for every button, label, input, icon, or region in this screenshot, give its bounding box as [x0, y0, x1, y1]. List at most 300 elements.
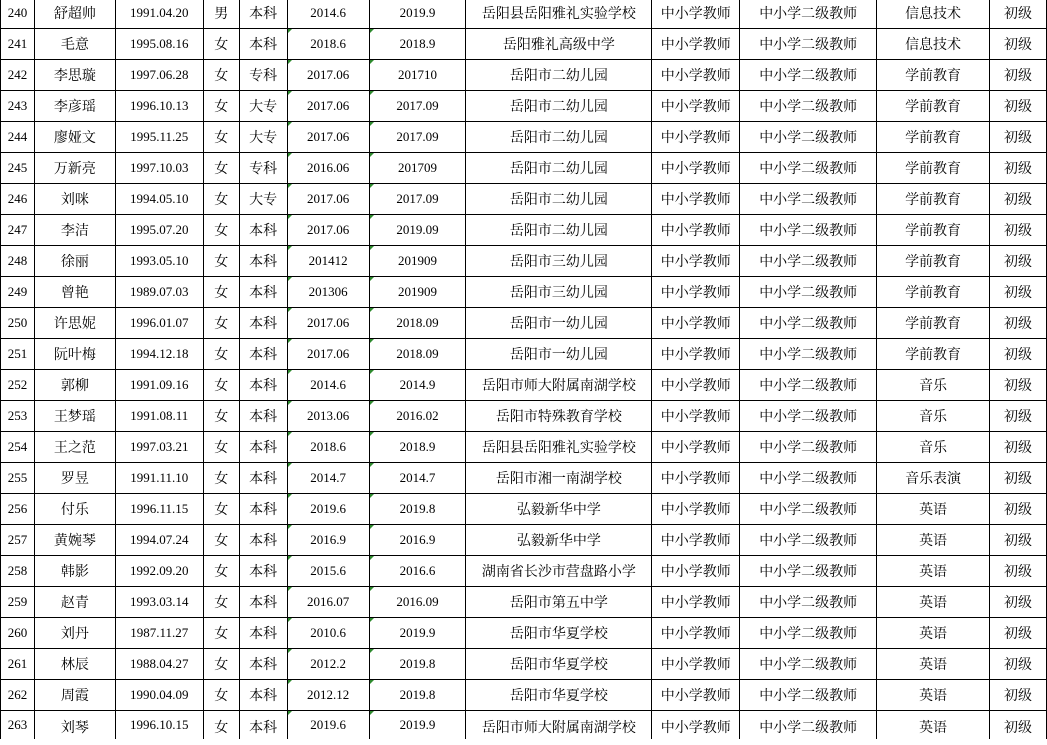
- title-rank-cell[interactable]: 中小学二级教师: [740, 370, 877, 401]
- birth-date-cell[interactable]: 1997.03.21: [115, 432, 203, 463]
- gender-cell[interactable]: 女: [203, 463, 239, 494]
- birth-date-cell[interactable]: 1996.01.07: [115, 308, 203, 339]
- education-cell[interactable]: 本科: [239, 29, 287, 60]
- subject-cell[interactable]: 学前教育: [877, 277, 990, 308]
- name-cell[interactable]: 郭柳: [34, 370, 115, 401]
- level-cell[interactable]: 初级: [989, 370, 1046, 401]
- graduation-date-cell[interactable]: 2014.6: [287, 0, 369, 29]
- title-rank-cell[interactable]: 中小学二级教师: [740, 246, 877, 277]
- workplace-cell[interactable]: 岳阳市二幼儿园: [466, 153, 652, 184]
- work-start-date-cell[interactable]: 2016.6: [369, 556, 466, 587]
- name-cell[interactable]: 罗昱: [34, 463, 115, 494]
- title-rank-cell[interactable]: 中小学二级教师: [740, 122, 877, 153]
- name-cell[interactable]: 李思璇: [34, 60, 115, 91]
- row-number-cell[interactable]: 260: [1, 618, 35, 649]
- education-cell[interactable]: 本科: [239, 277, 287, 308]
- workplace-cell[interactable]: 岳阳市二幼儿园: [466, 91, 652, 122]
- row-number-cell[interactable]: 241: [1, 29, 35, 60]
- subject-cell[interactable]: 英语: [877, 525, 990, 556]
- gender-cell[interactable]: 女: [203, 60, 239, 91]
- subject-cell[interactable]: 学前教育: [877, 215, 990, 246]
- gender-cell[interactable]: 女: [203, 370, 239, 401]
- level-cell[interactable]: 初级: [989, 711, 1046, 740]
- graduation-date-cell[interactable]: 2017.06: [287, 60, 369, 91]
- row-number-cell[interactable]: 243: [1, 91, 35, 122]
- row-number-cell[interactable]: 242: [1, 60, 35, 91]
- work-start-date-cell[interactable]: 2016.9: [369, 525, 466, 556]
- level-cell[interactable]: 初级: [989, 432, 1046, 463]
- name-cell[interactable]: 舒超帅: [34, 0, 115, 29]
- workplace-cell[interactable]: 岳阳市师大附属南湖学校: [466, 370, 652, 401]
- gender-cell[interactable]: 女: [203, 91, 239, 122]
- row-number-cell[interactable]: 251: [1, 339, 35, 370]
- gender-cell[interactable]: 女: [203, 246, 239, 277]
- workplace-cell[interactable]: 湖南省长沙市营盘路小学: [466, 556, 652, 587]
- subject-cell[interactable]: 音乐: [877, 370, 990, 401]
- title-rank-cell[interactable]: 中小学二级教师: [740, 680, 877, 711]
- title-rank-cell[interactable]: 中小学二级教师: [740, 525, 877, 556]
- table-row: [1, 711, 1047, 740]
- work-start-date-cell[interactable]: 201710: [369, 60, 466, 91]
- row-number-cell[interactable]: 249: [1, 277, 35, 308]
- gender-cell[interactable]: 女: [203, 215, 239, 246]
- job-category-cell[interactable]: 中小学教师: [652, 277, 740, 308]
- level-cell[interactable]: 初级: [989, 339, 1046, 370]
- level-cell[interactable]: 初级: [989, 215, 1046, 246]
- job-category-cell[interactable]: 中小学教师: [652, 339, 740, 370]
- birth-date-cell[interactable]: 1992.09.20: [115, 556, 203, 587]
- education-cell[interactable]: 本科: [239, 556, 287, 587]
- name-cell[interactable]: 廖娅文: [34, 122, 115, 153]
- graduation-date-cell[interactable]: 2017.06: [287, 91, 369, 122]
- job-category-cell[interactable]: 中小学教师: [652, 91, 740, 122]
- name-cell[interactable]: 林辰: [34, 649, 115, 680]
- level-cell[interactable]: 初级: [989, 463, 1046, 494]
- gender-cell[interactable]: 女: [203, 649, 239, 680]
- job-category-cell[interactable]: 中小学教师: [652, 494, 740, 525]
- job-category-cell[interactable]: 中小学教师: [652, 308, 740, 339]
- education-cell[interactable]: 本科: [239, 618, 287, 649]
- subject-cell[interactable]: 英语: [877, 711, 990, 740]
- graduation-date-cell[interactable]: 2016.06: [287, 153, 369, 184]
- birth-date-cell[interactable]: 1993.03.14: [115, 587, 203, 618]
- level-cell[interactable]: 初级: [989, 91, 1046, 122]
- table-row: [1, 153, 1047, 184]
- table-row: [1, 618, 1047, 649]
- birth-date-cell[interactable]: 1994.05.10: [115, 184, 203, 215]
- education-cell[interactable]: 本科: [239, 308, 287, 339]
- work-start-date-cell[interactable]: 2019.8: [369, 494, 466, 525]
- birth-date-cell[interactable]: 1989.07.03: [115, 277, 203, 308]
- gender-cell[interactable]: 女: [203, 711, 239, 740]
- education-cell[interactable]: 大专: [239, 91, 287, 122]
- gender-cell[interactable]: 女: [203, 308, 239, 339]
- birth-date-cell[interactable]: 1991.11.10: [115, 463, 203, 494]
- subject-cell[interactable]: 信息技术: [877, 29, 990, 60]
- birth-date-cell[interactable]: 1995.07.20: [115, 215, 203, 246]
- row-number-cell[interactable]: 255: [1, 463, 35, 494]
- subject-cell[interactable]: 学前教育: [877, 91, 990, 122]
- level-cell[interactable]: 初级: [989, 246, 1046, 277]
- table-row: [1, 556, 1047, 587]
- table-row: [1, 463, 1047, 494]
- graduation-date-cell[interactable]: 2016.07: [287, 587, 369, 618]
- subject-cell[interactable]: 信息技术: [877, 0, 990, 29]
- title-rank-cell[interactable]: 中小学二级教师: [740, 711, 877, 740]
- education-cell[interactable]: 本科: [239, 463, 287, 494]
- birth-date-cell[interactable]: 1987.11.27: [115, 618, 203, 649]
- gender-cell[interactable]: 女: [203, 494, 239, 525]
- gender-cell[interactable]: 女: [203, 432, 239, 463]
- education-cell[interactable]: 专科: [239, 153, 287, 184]
- gender-cell[interactable]: 女: [203, 184, 239, 215]
- gender-cell[interactable]: 女: [203, 153, 239, 184]
- graduation-date-cell[interactable]: 2018.6: [287, 432, 369, 463]
- name-cell[interactable]: 韩影: [34, 556, 115, 587]
- birth-date-cell[interactable]: 1996.10.15: [115, 711, 203, 740]
- gender-cell[interactable]: 女: [203, 401, 239, 432]
- subject-cell[interactable]: 学前教育: [877, 60, 990, 91]
- row-number-cell[interactable]: 248: [1, 246, 35, 277]
- name-cell[interactable]: 刘咪: [34, 184, 115, 215]
- workplace-cell[interactable]: 岳阳县岳阳雅礼实验学校: [466, 432, 652, 463]
- education-cell[interactable]: 本科: [239, 215, 287, 246]
- gender-cell[interactable]: 女: [203, 29, 239, 60]
- graduation-date-cell[interactable]: 2012.2: [287, 649, 369, 680]
- education-cell[interactable]: 本科: [239, 525, 287, 556]
- workplace-cell[interactable]: 岳阳雅礼高级中学: [466, 29, 652, 60]
- level-cell[interactable]: 初级: [989, 401, 1046, 432]
- graduation-date-cell[interactable]: 2016.9: [287, 525, 369, 556]
- education-cell[interactable]: 本科: [239, 401, 287, 432]
- graduation-date-cell[interactable]: 2015.6: [287, 556, 369, 587]
- name-cell[interactable]: 黄婉琴: [34, 525, 115, 556]
- level-cell[interactable]: 初级: [989, 494, 1046, 525]
- table-row: [1, 370, 1047, 401]
- job-category-cell[interactable]: 中小学教师: [652, 649, 740, 680]
- workplace-cell[interactable]: 岳阳市二幼儿园: [466, 215, 652, 246]
- gender-cell[interactable]: 女: [203, 680, 239, 711]
- level-cell[interactable]: 初级: [989, 0, 1046, 29]
- subject-cell[interactable]: 音乐: [877, 401, 990, 432]
- workplace-cell[interactable]: 弘毅新华中学: [466, 525, 652, 556]
- table-body: [1, 0, 1047, 739]
- education-cell[interactable]: 本科: [239, 432, 287, 463]
- name-cell[interactable]: 赵青: [34, 587, 115, 618]
- graduation-date-cell[interactable]: 2014.6: [287, 370, 369, 401]
- birth-date-cell[interactable]: 1988.04.27: [115, 649, 203, 680]
- subject-cell[interactable]: 英语: [877, 680, 990, 711]
- workplace-cell[interactable]: 岳阳市华夏学校: [466, 618, 652, 649]
- workplace-cell[interactable]: 岳阳市三幼儿园: [466, 277, 652, 308]
- row-number-cell[interactable]: 263: [1, 711, 35, 740]
- name-cell[interactable]: 许思妮: [34, 308, 115, 339]
- gender-cell[interactable]: 女: [203, 618, 239, 649]
- graduation-date-cell[interactable]: 201412: [287, 246, 369, 277]
- education-cell[interactable]: 专科: [239, 60, 287, 91]
- work-start-date-cell[interactable]: 201909: [369, 277, 466, 308]
- work-start-date-cell[interactable]: 2019.9: [369, 0, 466, 29]
- graduation-date-cell[interactable]: 2017.06: [287, 339, 369, 370]
- graduation-date-cell[interactable]: 2018.6: [287, 29, 369, 60]
- job-category-cell[interactable]: 中小学教师: [652, 525, 740, 556]
- title-rank-cell[interactable]: 中小学二级教师: [740, 556, 877, 587]
- row-number-cell[interactable]: 252: [1, 370, 35, 401]
- job-category-cell[interactable]: 中小学教师: [652, 556, 740, 587]
- workplace-cell[interactable]: 岳阳市一幼儿园: [466, 339, 652, 370]
- level-cell[interactable]: 初级: [989, 618, 1046, 649]
- work-start-date-cell[interactable]: 2017.09: [369, 184, 466, 215]
- graduation-date-cell[interactable]: 2012.12: [287, 680, 369, 711]
- title-rank-cell[interactable]: 中小学二级教师: [740, 618, 877, 649]
- birth-date-cell[interactable]: 1991.09.16: [115, 370, 203, 401]
- birth-date-cell[interactable]: 1996.11.15: [115, 494, 203, 525]
- gender-cell[interactable]: 女: [203, 122, 239, 153]
- job-category-cell[interactable]: 中小学教师: [652, 215, 740, 246]
- graduation-date-cell[interactable]: 2017.06: [287, 184, 369, 215]
- education-cell[interactable]: 本科: [239, 339, 287, 370]
- title-rank-cell[interactable]: 中小学二级教师: [740, 339, 877, 370]
- birth-date-cell[interactable]: 1997.06.28: [115, 60, 203, 91]
- birth-date-cell[interactable]: 1995.08.16: [115, 29, 203, 60]
- work-start-date-cell[interactable]: 2019.8: [369, 649, 466, 680]
- level-cell[interactable]: 初级: [989, 277, 1046, 308]
- title-rank-cell[interactable]: 中小学二级教师: [740, 29, 877, 60]
- name-cell[interactable]: 付乐: [34, 494, 115, 525]
- birth-date-cell[interactable]: 1996.10.13: [115, 91, 203, 122]
- name-cell[interactable]: 阮叶梅: [34, 339, 115, 370]
- table-row: [1, 339, 1047, 370]
- graduation-date-cell[interactable]: 2019.6: [287, 711, 369, 740]
- title-rank-cell[interactable]: 中小学二级教师: [740, 463, 877, 494]
- job-category-cell[interactable]: 中小学教师: [652, 370, 740, 401]
- birth-date-cell[interactable]: 1991.08.11: [115, 401, 203, 432]
- job-category-cell[interactable]: 中小学教师: [652, 29, 740, 60]
- birth-date-cell[interactable]: 1994.07.24: [115, 525, 203, 556]
- work-start-date-cell[interactable]: 2018.09: [369, 339, 466, 370]
- workplace-cell[interactable]: 岳阳县岳阳雅礼实验学校: [466, 0, 652, 29]
- job-category-cell[interactable]: 中小学教师: [652, 711, 740, 740]
- education-cell[interactable]: 本科: [239, 680, 287, 711]
- subject-cell[interactable]: 学前教育: [877, 308, 990, 339]
- job-category-cell[interactable]: 中小学教师: [652, 0, 740, 29]
- row-number-cell[interactable]: 247: [1, 215, 35, 246]
- title-rank-cell[interactable]: 中小学二级教师: [740, 60, 877, 91]
- level-cell[interactable]: 初级: [989, 122, 1046, 153]
- work-start-date-cell[interactable]: 201709: [369, 153, 466, 184]
- work-start-date-cell[interactable]: 2016.09: [369, 587, 466, 618]
- education-cell[interactable]: 本科: [239, 711, 287, 740]
- workplace-cell[interactable]: 弘毅新华中学: [466, 494, 652, 525]
- title-rank-cell[interactable]: 中小学二级教师: [740, 91, 877, 122]
- row-number-cell[interactable]: 262: [1, 680, 35, 711]
- graduation-date-cell[interactable]: 2017.06: [287, 215, 369, 246]
- subject-cell[interactable]: 学前教育: [877, 153, 990, 184]
- row-number-cell[interactable]: 256: [1, 494, 35, 525]
- gender-cell[interactable]: 男: [203, 0, 239, 29]
- row-number-cell[interactable]: 246: [1, 184, 35, 215]
- workplace-cell[interactable]: 岳阳市特殊教育学校: [466, 401, 652, 432]
- title-rank-cell[interactable]: 中小学二级教师: [740, 432, 877, 463]
- subject-cell[interactable]: 音乐表演: [877, 463, 990, 494]
- gender-cell[interactable]: 女: [203, 556, 239, 587]
- subject-cell[interactable]: 学前教育: [877, 339, 990, 370]
- row-number-cell[interactable]: 240: [1, 0, 35, 29]
- job-category-cell[interactable]: 中小学教师: [652, 432, 740, 463]
- work-start-date-cell[interactable]: 2018.9: [369, 432, 466, 463]
- work-start-date-cell[interactable]: 2017.09: [369, 91, 466, 122]
- title-rank-cell[interactable]: 中小学二级教师: [740, 649, 877, 680]
- level-cell[interactable]: 初级: [989, 525, 1046, 556]
- job-category-cell[interactable]: 中小学教师: [652, 587, 740, 618]
- job-category-cell[interactable]: 中小学教师: [652, 401, 740, 432]
- job-category-cell[interactable]: 中小学教师: [652, 184, 740, 215]
- education-cell[interactable]: 大专: [239, 122, 287, 153]
- birth-date-cell[interactable]: 1991.04.20: [115, 0, 203, 29]
- workplace-cell[interactable]: 岳阳市三幼儿园: [466, 246, 652, 277]
- birth-date-cell[interactable]: 1994.12.18: [115, 339, 203, 370]
- row-number-cell[interactable]: 250: [1, 308, 35, 339]
- graduation-date-cell[interactable]: 2014.7: [287, 463, 369, 494]
- title-rank-cell[interactable]: 中小学二级教师: [740, 587, 877, 618]
- title-rank-cell[interactable]: 中小学二级教师: [740, 0, 877, 29]
- title-rank-cell[interactable]: 中小学二级教师: [740, 308, 877, 339]
- education-cell[interactable]: 大专: [239, 184, 287, 215]
- work-start-date-cell[interactable]: 2016.02: [369, 401, 466, 432]
- birth-date-cell[interactable]: 1997.10.03: [115, 153, 203, 184]
- name-cell[interactable]: 曾艳: [34, 277, 115, 308]
- row-number-cell[interactable]: 259: [1, 587, 35, 618]
- row-number-cell[interactable]: 253: [1, 401, 35, 432]
- job-category-cell[interactable]: 中小学教师: [652, 246, 740, 277]
- level-cell[interactable]: 初级: [989, 680, 1046, 711]
- work-start-date-cell[interactable]: 2019.8: [369, 680, 466, 711]
- job-category-cell[interactable]: 中小学教师: [652, 122, 740, 153]
- job-category-cell[interactable]: 中小学教师: [652, 463, 740, 494]
- level-cell[interactable]: 初级: [989, 649, 1046, 680]
- subject-cell[interactable]: 音乐: [877, 432, 990, 463]
- level-cell[interactable]: 初级: [989, 60, 1046, 91]
- workplace-cell[interactable]: 岳阳市第五中学: [466, 587, 652, 618]
- row-number-cell[interactable]: 261: [1, 649, 35, 680]
- title-rank-cell[interactable]: 中小学二级教师: [740, 494, 877, 525]
- graduation-date-cell[interactable]: 201306: [287, 277, 369, 308]
- level-cell[interactable]: 初级: [989, 29, 1046, 60]
- row-number-cell[interactable]: 257: [1, 525, 35, 556]
- name-cell[interactable]: 李彦瑶: [34, 91, 115, 122]
- title-rank-cell[interactable]: 中小学二级教师: [740, 153, 877, 184]
- job-category-cell[interactable]: 中小学教师: [652, 618, 740, 649]
- education-cell[interactable]: 本科: [239, 649, 287, 680]
- education-cell[interactable]: 本科: [239, 0, 287, 29]
- row-number-cell[interactable]: 258: [1, 556, 35, 587]
- level-cell[interactable]: 初级: [989, 556, 1046, 587]
- level-cell[interactable]: 初级: [989, 153, 1046, 184]
- education-cell[interactable]: 本科: [239, 587, 287, 618]
- name-cell[interactable]: 万新亮: [34, 153, 115, 184]
- job-category-cell[interactable]: 中小学教师: [652, 153, 740, 184]
- name-cell[interactable]: 刘琴: [34, 711, 115, 740]
- subject-cell[interactable]: 学前教育: [877, 122, 990, 153]
- graduation-date-cell[interactable]: 2017.06: [287, 308, 369, 339]
- graduation-date-cell[interactable]: 2013.06: [287, 401, 369, 432]
- title-rank-cell[interactable]: 中小学二级教师: [740, 401, 877, 432]
- work-start-date-cell[interactable]: 2017.09: [369, 122, 466, 153]
- gender-cell[interactable]: 女: [203, 277, 239, 308]
- row-number-cell[interactable]: 245: [1, 153, 35, 184]
- title-rank-cell[interactable]: 中小学二级教师: [740, 184, 877, 215]
- work-start-date-cell[interactable]: 2019.09: [369, 215, 466, 246]
- table-row: [1, 494, 1047, 525]
- job-category-cell[interactable]: 中小学教师: [652, 60, 740, 91]
- workplace-cell[interactable]: 岳阳市一幼儿园: [466, 308, 652, 339]
- table-row: [1, 649, 1047, 680]
- subject-cell[interactable]: 英语: [877, 649, 990, 680]
- level-cell[interactable]: 初级: [989, 184, 1046, 215]
- work-start-date-cell[interactable]: 2018.9: [369, 29, 466, 60]
- graduation-date-cell[interactable]: 2010.6: [287, 618, 369, 649]
- work-start-date-cell[interactable]: 2014.9: [369, 370, 466, 401]
- subject-cell[interactable]: 英语: [877, 494, 990, 525]
- name-cell[interactable]: 徐丽: [34, 246, 115, 277]
- work-start-date-cell[interactable]: 2018.09: [369, 308, 466, 339]
- name-cell[interactable]: 毛意: [34, 29, 115, 60]
- workplace-cell[interactable]: 岳阳市华夏学校: [466, 649, 652, 680]
- education-cell[interactable]: 本科: [239, 246, 287, 277]
- gender-cell[interactable]: 女: [203, 587, 239, 618]
- workplace-cell[interactable]: 岳阳市二幼儿园: [466, 184, 652, 215]
- subject-cell[interactable]: 英语: [877, 556, 990, 587]
- subject-cell[interactable]: 学前教育: [877, 184, 990, 215]
- workplace-cell[interactable]: 岳阳市二幼儿园: [466, 60, 652, 91]
- birth-date-cell[interactable]: 1993.05.10: [115, 246, 203, 277]
- title-rank-cell[interactable]: 中小学二级教师: [740, 277, 877, 308]
- subject-cell[interactable]: 学前教育: [877, 246, 990, 277]
- subject-cell[interactable]: 英语: [877, 618, 990, 649]
- work-start-date-cell[interactable]: 2014.7: [369, 463, 466, 494]
- work-start-date-cell[interactable]: 2019.9: [369, 618, 466, 649]
- row-number-cell[interactable]: 254: [1, 432, 35, 463]
- level-cell[interactable]: 初级: [989, 308, 1046, 339]
- education-cell[interactable]: 本科: [239, 494, 287, 525]
- name-cell[interactable]: 李洁: [34, 215, 115, 246]
- title-rank-cell[interactable]: 中小学二级教师: [740, 215, 877, 246]
- gender-cell[interactable]: 女: [203, 339, 239, 370]
- graduation-date-cell[interactable]: 2017.06: [287, 122, 369, 153]
- name-cell[interactable]: 周霞: [34, 680, 115, 711]
- graduation-date-cell[interactable]: 2019.6: [287, 494, 369, 525]
- workplace-cell[interactable]: 岳阳市师大附属南湖学校: [466, 711, 652, 740]
- birth-date-cell[interactable]: 1995.11.25: [115, 122, 203, 153]
- education-cell[interactable]: 本科: [239, 370, 287, 401]
- name-cell[interactable]: 刘丹: [34, 618, 115, 649]
- row-number-cell[interactable]: 244: [1, 122, 35, 153]
- birth-date-cell[interactable]: 1990.04.09: [115, 680, 203, 711]
- work-start-date-cell[interactable]: 2019.9: [369, 711, 466, 740]
- workplace-cell[interactable]: 岳阳市湘一南湖学校: [466, 463, 652, 494]
- table-row: [1, 184, 1047, 215]
- subject-cell[interactable]: 英语: [877, 587, 990, 618]
- work-start-date-cell[interactable]: 201909: [369, 246, 466, 277]
- table-row: [1, 525, 1047, 556]
- name-cell[interactable]: 王梦瑶: [34, 401, 115, 432]
- workplace-cell[interactable]: 岳阳市二幼儿园: [466, 122, 652, 153]
- job-category-cell[interactable]: 中小学教师: [652, 680, 740, 711]
- level-cell[interactable]: 初级: [989, 587, 1046, 618]
- name-cell[interactable]: 王之范: [34, 432, 115, 463]
- workplace-cell[interactable]: 岳阳市华夏学校: [466, 680, 652, 711]
- gender-cell[interactable]: 女: [203, 525, 239, 556]
